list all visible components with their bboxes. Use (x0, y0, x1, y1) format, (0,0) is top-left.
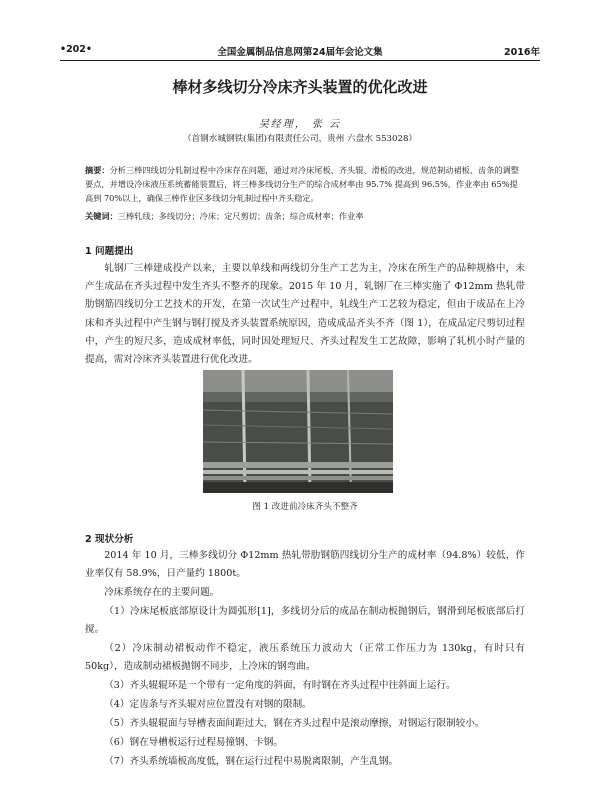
figure-1-photo (203, 370, 393, 493)
abstract (85, 163, 520, 205)
list-item: （4）定齿条与齐头辊对应位置没有对钢的限制。 (104, 699, 312, 710)
header-rule (60, 60, 540, 61)
list-item: （2）冷床制动裙板动作不稳定，液压系统压力波动大（正常工作压力为 130kg，有时只有 50kg），造成制动裙板抛钢不同步，上冷床的钢弯曲。 (85, 643, 525, 673)
section2-paragraph-1: 2014 年 10 月，三棒多线切分 Φ12mm 热轧带肋钢筋四线切分生产的成材率（94.8%）较低，作业率仅有 58.9%，日产量约 1800t。 (85, 550, 525, 580)
header-year: 2016年 (504, 47, 540, 58)
list-item: （1）冷床尾板底部原设计为圆弧形[1]，多线切分后的成品在制动板抛钢后，钢滑到尾板底部后打搅。 (85, 606, 525, 636)
section2-paragraph-2: 冷床系统存在的主要问题。 (104, 587, 220, 598)
page-number: •202• (60, 44, 92, 55)
journal-name: 全国金属制品信息网第24届年会论文集 (217, 47, 383, 58)
cooling-bed-photo-image (203, 370, 393, 493)
section-heading-2: 2 现状分析 (85, 534, 134, 545)
article-title: 棒材多线切分冷床齐头装置的优化改进 (172, 78, 428, 96)
affiliation: （首钢水城钢铁(集团)有限责任公司，贵州 六盘水 553028） (182, 134, 418, 144)
list-item: （5）齐头辊辊面与导槽表面间距过大，钢在齐头过程中是滚动摩擦，对钢运行限制较小。 (104, 718, 485, 729)
section1-paragraph: 轧钢厂三棒建成投产以来，主要以单线和两线切分生产工艺为主，冷床在所生产的品种规格中，未产生成品在齐头过程中发生齐头不整齐的现象。2015 年 10 月，轧钢厂在三棒实施了 Φ12mm 热轧带肋钢筋四线切分工艺技术的开发，在第一次试生产过程中，轧线生产工艺较为稳定，但由于成品在上冷床和齐头过程中产生钢与钢打搅及齐头装置系统原因，造成成品齐头不齐（图 1），在成品定尺剪切过程中，产生的短尺多，造成成材率低，同时因处理短尺、齐头过程发生工艺故障，影响了轧机小时产量的提高，需对冷床齐头装置进行优化改进。 (85, 263, 525, 366)
list-item: （7）齐头系统墙板高度低，钢在运行过程中易脱离限制，产生乱钢。 (104, 756, 399, 767)
list-item: （3）齐头辊辊环是一个带有一定角度的斜面，有时钢在齐头过程中往斜面上运行。 (104, 680, 456, 691)
abstract-label: 摘要： (85, 165, 110, 175)
running-header (60, 44, 540, 58)
list-item: （6）钢在导槽板运行过程易撞钢、卡钢。 (104, 737, 283, 748)
abstract-text: 分析三棒四线切分轧制过程中冷床存在问题，通过对冷床尾板、齐头辊、滑板的改进，规范制动裙板、齿条的调整要点，并增设冷床液压系统蓄能装置后，将三棒多线切分生产的综合成材率由 95.7% 提高到 96.5%，作业率由 65%提高到 70%以上，确保三棒作业区多线切分轧制过程中齐头稳定。 (85, 165, 519, 203)
keywords-label: 关键词： (85, 211, 118, 221)
keywords (85, 209, 520, 223)
figure-1-caption: 图 1 改进前冷床齐头不整齐 (252, 502, 358, 512)
keywords-text: 三棒轧线；多线切分；冷床；定尺剪切；齿条；综合成材率；作业率 (117, 211, 364, 221)
authors: 吴经理， 张 云 (258, 119, 342, 130)
section-heading-1: 1 问题提出 (85, 246, 134, 257)
